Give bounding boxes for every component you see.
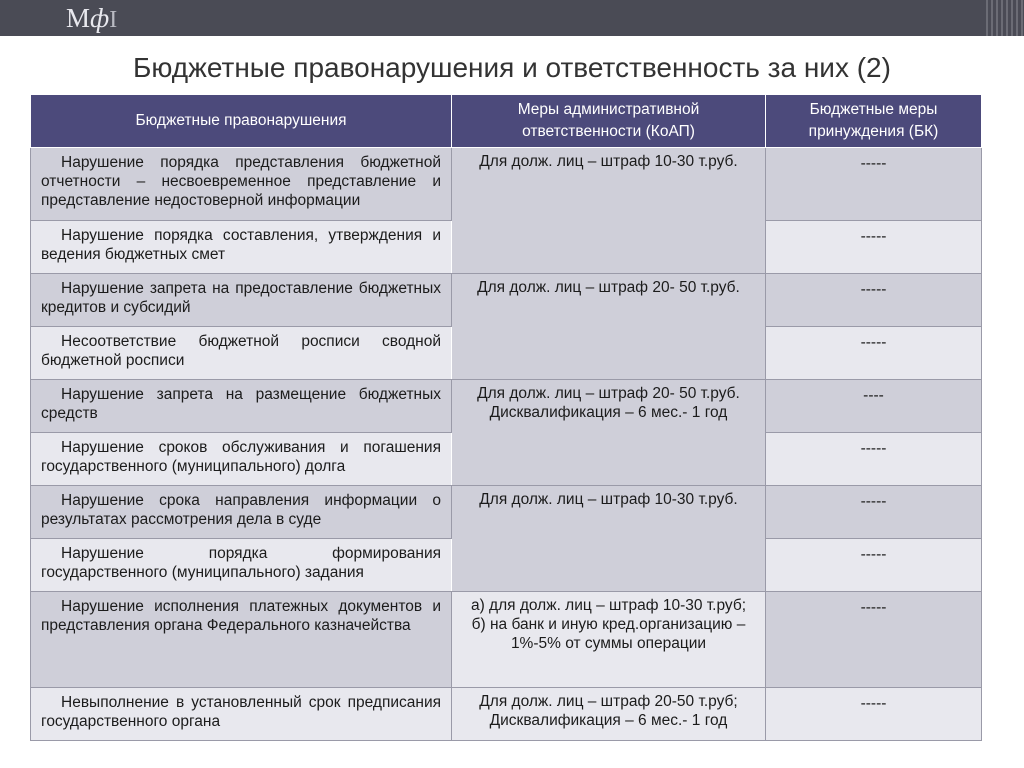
bk-cell: ----- [766,148,982,221]
violation-cell [31,221,452,274]
koap-line: Для долж. лиц – штраф 10-30 т.руб. [479,153,738,170]
bk-cell: ----- [766,539,982,592]
page-title: Бюджетные правонарушения и ответственность за них (2) [133,52,891,83]
table-row [31,274,982,327]
koap-line: Для долж. лиц – штраф 20- 50 т.руб. [477,385,740,402]
table-row [31,688,982,741]
bk-cell: ----- [766,592,982,688]
violation-text: Нарушение срока направления информации о результатах рассмотрения дела в суде [41,492,441,528]
koap-line: Для долж. лиц – штраф 20-50 т.руб; [479,693,738,710]
koap-cell [452,274,766,380]
violation-cell [31,592,452,688]
violation-text: Нарушение сроков обслуживания и погашения государственного (муниципального) долга [41,439,441,475]
table-row [31,148,982,221]
koap-cell [452,486,766,592]
violation-text: Нарушение исполнения платежных документов и представления органа Федерального казначейства [41,598,441,634]
violation-text: Невыполнение в установленный срок предписания государственного органа [41,694,441,730]
header-violations: Бюджетные правонарушения [31,95,452,148]
bk-cell: ----- [766,274,982,327]
table-row [31,380,982,433]
top-bar-stripes [986,0,1024,36]
top-bar [0,0,1024,36]
logo [66,3,117,35]
violation-cell [31,433,452,486]
violation-cell [31,274,452,327]
table-header-row [31,95,982,148]
koap-line: Для долж. лиц – штраф 10-30 т.руб. [479,491,738,508]
bk-cell: ---- [766,380,982,433]
header-bk: Бюджетные меры принуждения (БК) [766,95,982,148]
koap-line: Дисквалификация – 6 мес.- 1 год [489,712,728,729]
bk-cell: ----- [766,486,982,539]
bk-cell: ----- [766,221,982,274]
bk-cell: ----- [766,688,982,741]
logo-phi: ф [90,3,110,33]
violation-text: Нарушение порядка составления, утверждения и ведения бюджетных смет [41,227,441,263]
violation-text: Несоответствие бюджетной росписи сводной бюджетной росписи [41,333,441,369]
violation-cell [31,539,452,592]
koap-line: а) для долж. лиц – штраф 10-30 т.руб; [470,597,747,614]
violation-cell [31,148,452,221]
violation-text: Нарушение порядка формирования государственного (муниципального) задания [41,545,441,581]
violation-text: Нарушение запрета на размещение бюджетных средств [41,386,441,422]
header-koap: Меры административной ответственности (КоАП) [452,95,766,148]
bk-cell: ----- [766,433,982,486]
violation-cell [31,486,452,539]
logo-letter: М [66,3,91,33]
violation-cell [31,688,452,741]
violation-text: Нарушение порядка представления бюджетной отчетности – несвоевременное представление и представление недостоверной информации [41,154,441,209]
bk-cell: ----- [766,327,982,380]
violations-table [30,94,982,741]
koap-cell [452,148,766,274]
table-row [31,592,982,688]
koap-line: б) на банк и иную кред.организацию – 1%-5% от суммы операции [471,616,746,652]
violation-text: Нарушение запрета на предоставление бюджетных кредитов и субсидий [41,280,441,316]
logo-bar: І [109,7,118,33]
koap-cell [452,592,766,688]
violation-cell [31,380,452,433]
koap-cell [452,688,766,741]
koap-cell [452,380,766,486]
koap-line: Дисквалификация – 6 мес.- 1 год [489,404,728,421]
koap-line: Для долж. лиц – штраф 20- 50 т.руб. [477,279,740,296]
table-row [31,486,982,539]
violation-cell [31,327,452,380]
